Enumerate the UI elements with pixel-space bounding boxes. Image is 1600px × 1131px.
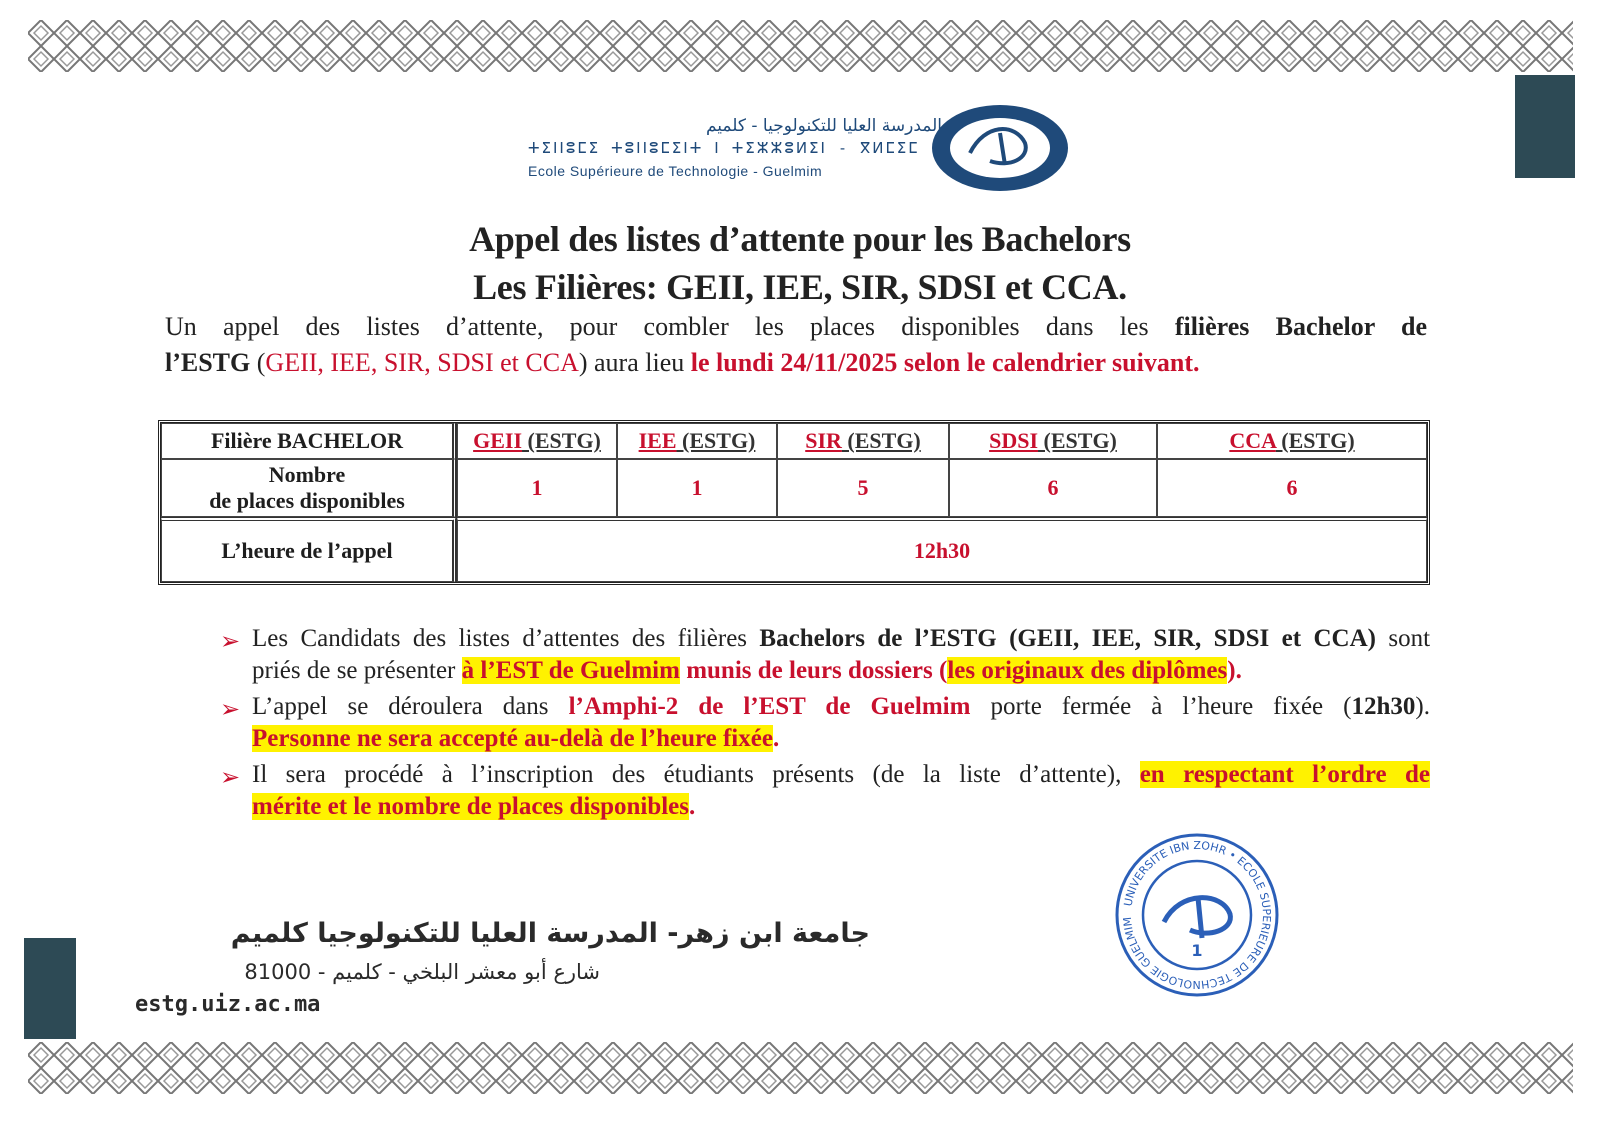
footer-arabic-address: شارع أبو معشر البلخي - كلميم - 81000 bbox=[244, 960, 600, 984]
code-sir: SIR bbox=[805, 428, 842, 453]
footer-website: estg.uiz.ac.ma bbox=[135, 992, 321, 1017]
places-iee: 1 bbox=[617, 459, 777, 517]
b2-location: l’Amphi-2 de l’EST de Guelmim bbox=[568, 693, 971, 720]
arrow-bullet-icon: ➢ bbox=[220, 627, 241, 655]
b3-highlight-order: en respectant l’ordre de bbox=[1139, 761, 1430, 788]
intro-text: Un appel des listes d’attente, pour combler les places disponibles dans les bbox=[165, 312, 1175, 341]
b2-l2-end: . bbox=[772, 725, 780, 752]
intro-line-1 bbox=[165, 312, 1427, 342]
b1-l2-red: munis de leurs dossiers ( bbox=[679, 657, 948, 684]
row-label-time: L’heure de l’appel bbox=[161, 517, 457, 582]
suffix-sdsi: (ESTG) bbox=[1038, 428, 1117, 453]
code-cca: CCA bbox=[1229, 428, 1276, 453]
table-row bbox=[161, 517, 1427, 582]
decorative-block-right bbox=[1515, 75, 1575, 178]
table-row bbox=[161, 459, 1427, 517]
b1-highlight-diplomas: les originaux des diplômes bbox=[947, 657, 1228, 684]
b1-highlight-location: à l’EST de Guelmim bbox=[461, 657, 680, 684]
decorative-band-top bbox=[28, 20, 1573, 72]
bullet-2-line-2 bbox=[252, 725, 1430, 753]
intro-text-2: ) aura lieu bbox=[578, 348, 691, 377]
code-geii: GEII bbox=[473, 428, 523, 453]
intro-line-2 bbox=[165, 348, 1427, 378]
intro-programs: GEII, IEE, SIR, SDSI et CCA bbox=[265, 348, 579, 377]
decorative-block-left bbox=[24, 938, 76, 1039]
b2-end: ). bbox=[1415, 693, 1430, 720]
decorative-band-bottom bbox=[28, 1042, 1573, 1094]
b3-highlight-merit: mérite bbox=[252, 793, 322, 820]
bullet-3-line-2 bbox=[252, 793, 1430, 821]
bullet-3-line-1 bbox=[252, 761, 1430, 789]
bullet-1-line-2 bbox=[252, 657, 1430, 685]
col-header-cca bbox=[1157, 423, 1427, 459]
header-arabic: المدرسة العليا للتكنولوجيا - كلميم bbox=[705, 116, 942, 136]
university-logo-icon bbox=[930, 103, 1070, 193]
header-french: Ecole Supérieure de Technologie - Guelmim bbox=[528, 163, 823, 179]
footer-arabic-title: جامعة ابن زهر- المدرسة العليا للتكنولوجيا كلميم bbox=[230, 918, 870, 949]
bullet-1-line-1 bbox=[252, 625, 1430, 653]
intro-date: le lundi 24/11/2025 selon le calendrier suivant. bbox=[690, 348, 1200, 377]
b2-highlight-warning: Personne ne sera accepté au-delà de l’heure fixée bbox=[252, 725, 773, 752]
schedule-table bbox=[158, 420, 1430, 585]
b3-highlight-places: et le nombre de places disponibles bbox=[321, 793, 690, 820]
places-cca: 6 bbox=[1157, 459, 1427, 517]
suffix-sir: (ESTG) bbox=[841, 428, 921, 453]
stamp-number: 1 bbox=[1191, 941, 1203, 960]
places-label-a: Nombre bbox=[268, 462, 346, 487]
arrow-bullet-icon: ➢ bbox=[220, 763, 241, 791]
places-label-b: de places disponibles bbox=[209, 488, 405, 513]
b2-text: L’appel se déroulera dans bbox=[252, 693, 569, 720]
col-header-sdsi bbox=[949, 423, 1157, 459]
b2-text-2: porte fermée à l’heure fixée ( bbox=[970, 693, 1352, 720]
b1-bold: Bachelors de l’ESTG bbox=[759, 625, 997, 652]
official-stamp-icon bbox=[1112, 830, 1282, 1000]
header-tifinagh: ⵜⵉⵏⵏⵓⵎⵉ ⵜⵓⵏⵏⵓⵎⵉⵏⵜ ⵏ ⵜⵉⵣⵣⵓⵍⵉⵏ - ⴳⵍⵎⵉⵎ bbox=[528, 139, 920, 157]
code-iee: IEE bbox=[638, 428, 677, 453]
call-time: 12h30 bbox=[457, 517, 1427, 582]
stamp-ring-text: UNIVERSITE IBN ZOHR • ECOLE SUPERIEURE DE TECHNOLOGIE GUELMIM bbox=[1120, 838, 1274, 992]
suffix-geii: (ESTG) bbox=[522, 428, 601, 453]
places-sdsi: 6 bbox=[949, 459, 1157, 517]
b1-l2-text: priés de se présenter bbox=[252, 657, 462, 684]
col-header-iee bbox=[617, 423, 777, 459]
table-row bbox=[161, 423, 1427, 459]
b3-l2-end: . bbox=[689, 793, 696, 820]
col-header-geii bbox=[457, 423, 617, 459]
places-geii: 1 bbox=[457, 459, 617, 517]
code-sdsi: SDSI bbox=[989, 428, 1039, 453]
row-label-filiere: Filière BACHELOR bbox=[161, 423, 457, 459]
col-header-sir bbox=[777, 423, 949, 459]
places-sir: 5 bbox=[777, 459, 949, 517]
b1-text: Les Candidats des listes d’attentes des filières bbox=[252, 625, 760, 652]
page-subtitle: Les Filières: GEII, IEE, SIR, SDSI et CCA. bbox=[473, 267, 1127, 307]
page-title: Appel des listes d’attente pour les Bachelors bbox=[469, 219, 1131, 259]
intro-estg: l’ESTG bbox=[165, 348, 251, 377]
bullet-2-line-1 bbox=[252, 693, 1430, 721]
row-label-places bbox=[161, 459, 457, 517]
b1-paren: (GEII, IEE, SIR, SDSI et CCA) bbox=[996, 625, 1376, 652]
b3-text: Il sera procédé à l’inscription des étudiants présents (de la liste d’attente), bbox=[252, 761, 1140, 788]
arrow-bullet-icon: ➢ bbox=[220, 695, 241, 723]
paren-open: ( bbox=[250, 348, 266, 377]
b2-time: 12h30 bbox=[1351, 693, 1416, 720]
intro-bold-text: filières Bachelor de bbox=[1174, 312, 1428, 341]
suffix-cca: (ESTG) bbox=[1275, 428, 1355, 453]
b1-end: sont bbox=[1375, 625, 1431, 652]
b1-l2-end: ). bbox=[1227, 657, 1242, 684]
suffix-iee: (ESTG) bbox=[676, 428, 756, 453]
